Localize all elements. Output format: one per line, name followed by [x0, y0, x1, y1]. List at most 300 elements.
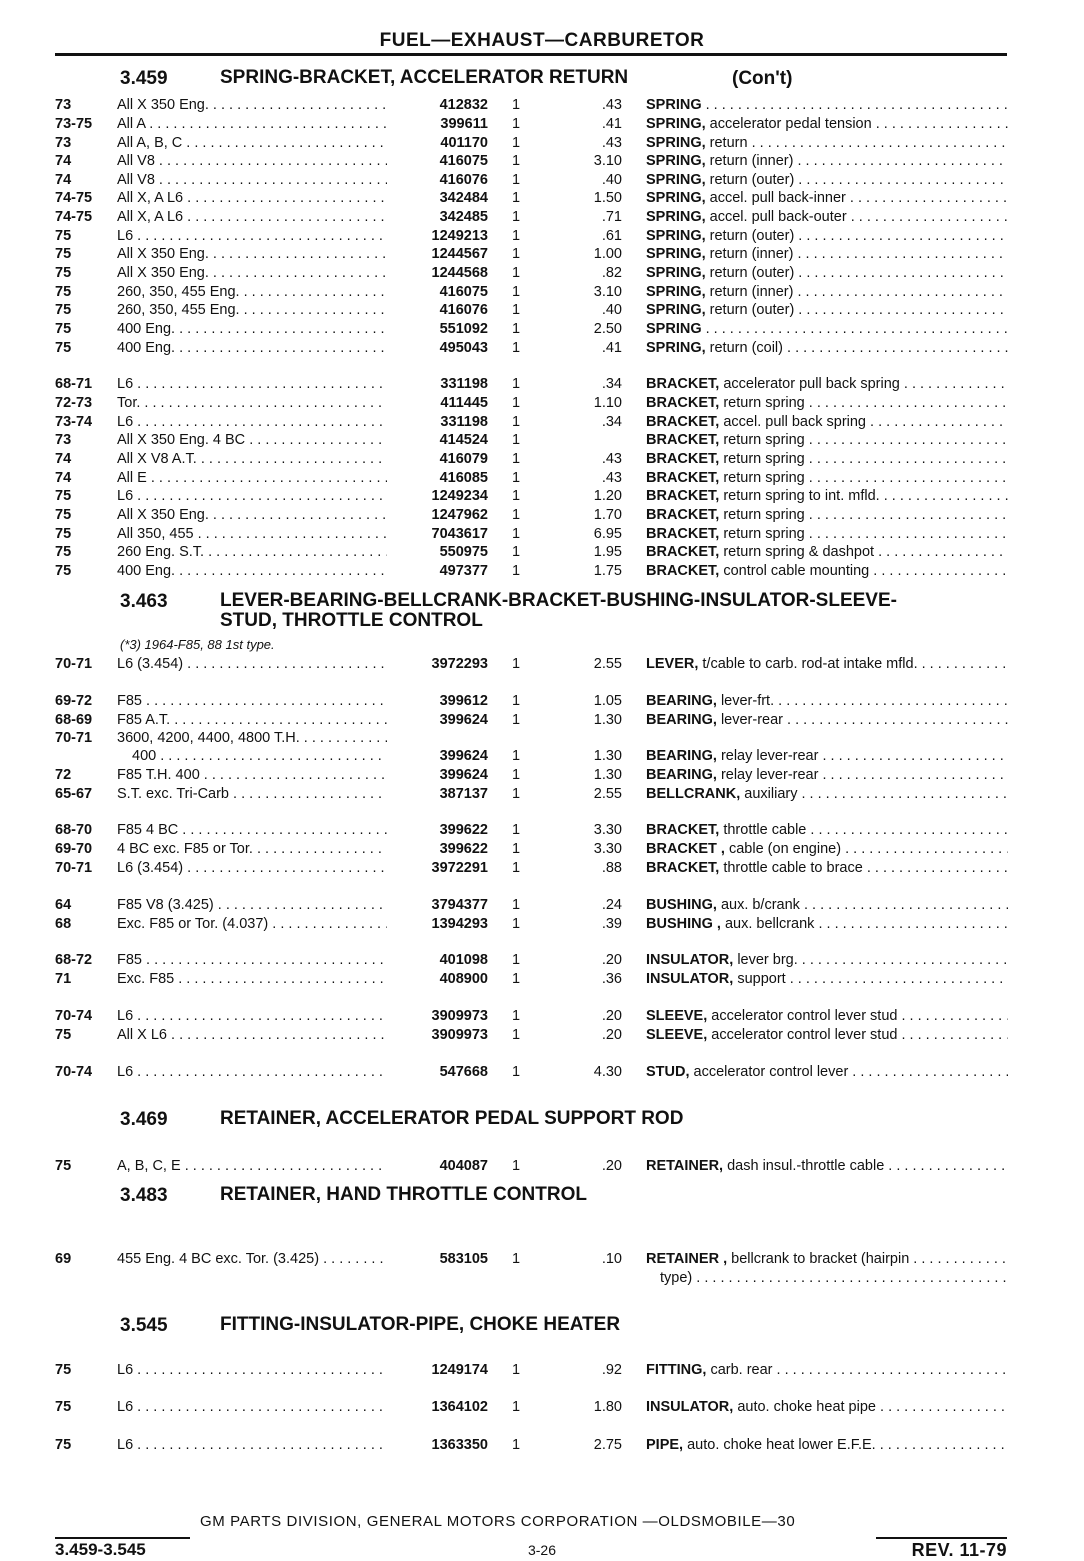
part-detail: auxiliary [744, 786, 798, 802]
part-number: 416079 [439, 451, 488, 467]
table-row [0, 152, 1084, 171]
part-number: 1364102 [431, 1399, 488, 1415]
part-name: SPRING, [646, 228, 706, 244]
model-application: F85 A.T. . . . [117, 711, 387, 730]
part-description [646, 655, 1008, 674]
model-application: 455 Eng. 4 BC exc. Tor. (3.425) . . . [117, 1250, 387, 1269]
part-detail: throttle cable [723, 822, 807, 838]
part-detail: return spring [723, 526, 805, 542]
price: .82 [601, 265, 622, 281]
price: .43 [601, 451, 622, 467]
part-number: 3909973 [431, 1027, 488, 1043]
part-name: BRACKET, [646, 470, 720, 486]
part-detail: return (outer) [709, 265, 795, 281]
part-name: BRACKET, [646, 544, 720, 560]
section-number: 3.463 [120, 591, 168, 612]
part-description [646, 394, 1008, 413]
model-application: All X 350 Eng. . . . [117, 96, 387, 115]
table-row [0, 115, 1084, 134]
part-description [646, 1398, 1008, 1417]
part-number: 497377 [439, 563, 488, 579]
model-application: L6 . . . [117, 1063, 387, 1082]
part-number: 3909973 [431, 1008, 488, 1024]
model-application: All X 350 Eng. . . . [117, 506, 387, 525]
price: .43 [601, 135, 622, 151]
quantity: 1 [512, 1008, 521, 1024]
model-application: F85 4 BC . . . [117, 821, 387, 840]
table-row [0, 840, 1084, 859]
quantity: 1 [512, 451, 521, 467]
part-name: LEVER, [646, 656, 699, 672]
model-application: L6 . . . [117, 227, 387, 246]
table-row [0, 1436, 1084, 1455]
quantity: 1 [512, 265, 521, 281]
price: .20 [601, 952, 622, 968]
part-name: BEARING, [646, 712, 717, 728]
model-year: 73-74 [55, 414, 93, 430]
part-name: SPRING, [646, 302, 706, 318]
part-detail: return (inner) [709, 246, 794, 262]
price: 2.55 [593, 786, 622, 802]
quantity: 1 [512, 284, 521, 300]
table-row [0, 655, 1084, 674]
model-application: 400 Eng. . . . [117, 320, 387, 339]
table-row [0, 487, 1084, 506]
part-detail: return spring [723, 395, 805, 411]
quantity: 1 [512, 190, 521, 206]
model-application: L6 . . . [117, 375, 387, 394]
part-description [646, 487, 1008, 506]
part-name: SPRING [646, 97, 702, 113]
model-year: 75 [55, 340, 72, 356]
table-row [0, 375, 1084, 394]
model-year: 64 [55, 897, 72, 913]
table-row [0, 1361, 1084, 1380]
part-name: BRACKET, [646, 414, 720, 430]
table-row [0, 227, 1084, 246]
model-application: L6 . . . [117, 1398, 387, 1417]
model-application: All A, B, C . . . [117, 134, 387, 153]
quantity: 1 [512, 1251, 521, 1267]
section-title: SPRING-BRACKET, ACCELERATOR RETURN [220, 67, 629, 88]
part-name: INSULATOR, [646, 971, 734, 987]
price: 1.10 [593, 395, 622, 411]
price: .20 [601, 1008, 622, 1024]
model-application: F85 T.H. 400 . . . [117, 766, 387, 785]
price: 4.30 [593, 1064, 622, 1080]
quantity: 1 [512, 1399, 521, 1415]
part-name: INSULATOR, [646, 952, 734, 968]
price: .43 [601, 470, 622, 486]
part-name: BUSHING , [646, 916, 721, 932]
part-number: 3972293 [431, 656, 488, 672]
part-number: 401098 [439, 952, 488, 968]
part-number: 399624 [439, 712, 488, 728]
table-row [0, 543, 1084, 562]
table-row [0, 896, 1084, 915]
part-detail: relay lever-rear [720, 748, 819, 764]
part-description [646, 859, 1008, 878]
model-year: 68 [55, 916, 72, 932]
part-description [646, 525, 1008, 544]
header-rule [55, 53, 1007, 56]
part-detail: return spring [723, 432, 805, 448]
price: 1.30 [593, 712, 622, 728]
part-detail: return spring & dashpot [723, 544, 875, 560]
part-number: 416076 [439, 302, 488, 318]
part-name: SLEEVE, [646, 1008, 708, 1024]
model-year: 74-75 [55, 209, 93, 225]
part-detail: auto. choke heat pipe [737, 1399, 876, 1415]
part-detail: accelerator control lever [693, 1064, 849, 1080]
table-row [0, 208, 1084, 227]
model-year: 75 [55, 1362, 72, 1378]
part-detail: aux. bellcrank [724, 916, 815, 932]
model-application: Exc. F85 . . . [117, 970, 387, 989]
part-number: 1394293 [431, 916, 488, 932]
quantity: 1 [512, 488, 521, 504]
model-application: L6 (3.454) . . . [117, 859, 387, 878]
part-description [646, 766, 1008, 785]
part-description [646, 413, 1008, 432]
part-name: SPRING, [646, 265, 706, 281]
part-detail: return (outer) [709, 302, 795, 318]
part-detail: throttle cable to brace [723, 860, 863, 876]
part-number: 331198 [440, 414, 488, 430]
part-name: BRACKET, [646, 860, 720, 876]
table-row [0, 1398, 1084, 1417]
part-name: SPRING, [646, 116, 706, 132]
model-year: 70-71 [55, 730, 93, 746]
part-detail: accel. pull back-inner [709, 190, 846, 206]
part-detail: carb. rear [710, 1362, 773, 1378]
model-year: 70-74 [55, 1064, 93, 1080]
quantity: 1 [512, 1064, 521, 1080]
quantity: 1 [512, 971, 521, 987]
table-row [0, 320, 1084, 339]
quantity: 1 [512, 209, 521, 225]
table-row [0, 1063, 1084, 1082]
model-application: All V8 . . . [117, 152, 387, 171]
part-name: SPRING, [646, 135, 706, 151]
part-description [646, 562, 1008, 581]
part-number: 1249234 [431, 488, 488, 504]
quantity: 1 [512, 116, 521, 132]
quantity: 1 [512, 1362, 521, 1378]
part-detail: auto. choke heat lower E.F.E. [687, 1437, 876, 1453]
part-name: BRACKET, [646, 526, 720, 542]
part-name: SPRING, [646, 172, 706, 188]
model-application: All V8 . . . [117, 171, 387, 190]
part-detail: bellcrank to bracket (hairpin [731, 1251, 910, 1267]
price: 2.50 [593, 321, 622, 337]
part-description [646, 951, 1008, 970]
part-description [646, 785, 1008, 804]
table-row [0, 171, 1084, 190]
part-description [646, 339, 1008, 358]
table-row [0, 431, 1084, 450]
model-application: 260 Eng. S.T. . . . [117, 543, 387, 562]
price: 2.55 [593, 656, 622, 672]
part-name: BEARING, [646, 767, 717, 783]
part-description [646, 821, 1008, 840]
part-number: 411445 [440, 395, 488, 411]
table-row [0, 525, 1084, 544]
part-name: SPRING, [646, 340, 706, 356]
part-name: RETAINER, [646, 1158, 724, 1174]
price: 3.30 [593, 822, 622, 838]
quantity: 1 [512, 693, 521, 709]
table-row [0, 859, 1084, 878]
part-number: 416075 [439, 284, 488, 300]
quantity: 1 [512, 563, 521, 579]
model-year: 70-71 [55, 656, 93, 672]
quantity: 1 [512, 395, 521, 411]
model-year: 68-72 [55, 952, 93, 968]
quantity: 1 [512, 432, 521, 448]
part-name: BUSHING, [646, 897, 717, 913]
part-name: BELLCRANK, [646, 786, 741, 802]
part-description [646, 970, 1008, 989]
quantity: 1 [512, 712, 521, 728]
quantity: 1 [512, 228, 521, 244]
price: .43 [601, 97, 622, 113]
part-name: BRACKET, [646, 376, 720, 392]
part-detail: support [737, 971, 786, 987]
model-application: All E . . . [117, 469, 387, 488]
footer-rule-left [55, 1537, 190, 1539]
price: 1.00 [593, 246, 622, 262]
price: .34 [601, 414, 622, 430]
model-application: All X L6 . . . [117, 1026, 387, 1045]
part-detail: return spring [723, 507, 805, 523]
model-year: 74 [55, 470, 72, 486]
quantity: 1 [512, 656, 521, 672]
table-row [0, 264, 1084, 283]
table-row [0, 1250, 1084, 1269]
part-number: 399612 [439, 693, 488, 709]
table-row [0, 301, 1084, 320]
table-row [0, 96, 1084, 115]
part-number: 399622 [439, 841, 488, 857]
part-number: 342485 [439, 209, 488, 225]
part-description [646, 283, 1008, 302]
part-detail: cable (on engine) [728, 841, 842, 857]
quantity: 1 [512, 153, 521, 169]
section-title: RETAINER, ACCELERATOR PEDAL SUPPORT ROD [220, 1108, 684, 1129]
part-number: 550975 [439, 544, 488, 560]
section-title: FITTING-INSULATOR-PIPE, CHOKE HEATER [220, 1314, 621, 1335]
part-description [646, 1063, 1008, 1082]
quantity: 1 [512, 916, 521, 932]
part-description [646, 227, 1008, 246]
part-description [646, 301, 1008, 320]
quantity: 1 [512, 507, 521, 523]
price: 3.30 [593, 841, 622, 857]
quantity: 1 [512, 748, 521, 764]
part-number: 547668 [439, 1064, 488, 1080]
part-name: SPRING, [646, 190, 706, 206]
model-year: 75 [55, 284, 72, 300]
model-year: 75 [55, 265, 72, 281]
part-description [646, 264, 1008, 283]
part-number: 399622 [439, 822, 488, 838]
quantity: 1 [512, 897, 521, 913]
part-number: 3794377 [431, 897, 488, 913]
model-application: All X 350 Eng. 4 BC . . . [117, 431, 387, 450]
table-row [0, 1026, 1084, 1045]
part-description [646, 320, 1008, 339]
table-row [0, 562, 1084, 581]
model-year: 70-74 [55, 1008, 93, 1024]
model-year: 68-71 [55, 376, 93, 392]
model-application: 4 BC exc. F85 or Tor. . . . [117, 840, 387, 859]
model-year: 73 [55, 432, 72, 448]
model-year: 69-70 [55, 841, 93, 857]
part-detail: lever-rear [720, 712, 783, 728]
quantity: 1 [512, 786, 521, 802]
quantity: 1 [512, 1027, 521, 1043]
part-number: 399624 [439, 748, 488, 764]
part-name: BRACKET, [646, 395, 720, 411]
model-application: 400 Eng. . . . [117, 562, 387, 581]
part-number: 331198 [440, 376, 488, 392]
price: 1.70 [593, 507, 622, 523]
table-row [0, 692, 1084, 711]
part-detail: accelerator control lever stud [711, 1027, 898, 1043]
price: .61 [601, 228, 622, 244]
table-row [0, 821, 1084, 840]
section-number: 3.483 [120, 1185, 168, 1206]
part-description [646, 1007, 1008, 1026]
quantity: 1 [512, 860, 521, 876]
part-description [646, 692, 1008, 711]
part-description [646, 152, 1008, 171]
part-detail: accel. pull back spring [723, 414, 867, 430]
quantity: 1 [512, 135, 521, 151]
quantity: 1 [512, 172, 521, 188]
part-name: BEARING, [646, 693, 717, 709]
model-year: 75 [55, 1399, 72, 1415]
footer-division: GM PARTS DIVISION, GENERAL MOTORS CORPORATION —OLDSMOBILE—30 [200, 1513, 796, 1530]
model-application: 400 . . . [132, 747, 387, 766]
table-row [0, 506, 1084, 525]
model-application: 260, 350, 455 Eng. . . . [117, 283, 387, 302]
model-application: All 350, 455 . . . [117, 525, 387, 544]
part-detail: aux. b/crank [720, 897, 800, 913]
table-row [0, 413, 1084, 432]
price: .71 [601, 209, 622, 225]
section-footnote: (*3) 1964-F85, 88 1st type. [120, 637, 275, 652]
model-year: 69 [55, 1251, 72, 1267]
price: 3.10 [593, 284, 622, 300]
part-detail: accelerator pedal tension [709, 116, 872, 132]
part-number: 399611 [440, 116, 488, 132]
model-application: All X V8 A.T. . . . [117, 450, 387, 469]
part-detail: lever brg. [737, 952, 798, 968]
part-description [646, 134, 1008, 153]
price: 1.20 [593, 488, 622, 504]
model-year: 68-69 [55, 712, 93, 728]
part-detail: return (coil) [709, 340, 783, 356]
price: 1.80 [593, 1399, 622, 1415]
section-number: 3.459 [120, 68, 168, 89]
part-number: 414524 [439, 432, 488, 448]
part-name: SPRING, [646, 153, 706, 169]
part-description [646, 375, 1008, 394]
footer-revision: REV. 11-79 [911, 1540, 1007, 1560]
quantity: 1 [512, 246, 521, 262]
model-application: F85 . . . [117, 951, 387, 970]
part-number: 1363350 [431, 1437, 488, 1453]
part-number: 1249213 [431, 228, 488, 244]
part-detail: return (inner) [709, 284, 794, 300]
part-number: 416085 [439, 470, 488, 486]
part-name: BEARING, [646, 748, 717, 764]
price: .40 [601, 172, 622, 188]
part-detail: dash insul.-throttle cable [727, 1158, 885, 1174]
part-number: 495043 [439, 340, 488, 356]
price: .36 [601, 971, 622, 987]
model-year: 68-70 [55, 822, 93, 838]
model-application: All X, A L6 . . . [117, 208, 387, 227]
part-description [646, 1436, 1008, 1455]
part-name: BRACKET, [646, 488, 720, 504]
part-name: RETAINER , [646, 1251, 728, 1267]
part-number: 551092 [439, 321, 488, 337]
table-row [0, 729, 1084, 748]
quantity: 1 [512, 302, 521, 318]
table-row [0, 394, 1084, 413]
quantity: 1 [512, 340, 521, 356]
price: .40 [601, 302, 622, 318]
model-year: 74 [55, 172, 72, 188]
model-year: 75 [55, 321, 72, 337]
quantity: 1 [512, 1158, 521, 1174]
part-number: 412832 [439, 97, 488, 113]
part-detail: return (outer) [709, 228, 795, 244]
part-name: STUD, [646, 1064, 690, 1080]
model-application: F85 . . . [117, 692, 387, 711]
model-year: 75 [55, 1437, 72, 1453]
part-name: BRACKET, [646, 451, 720, 467]
price: 1.50 [593, 190, 622, 206]
price: .92 [601, 1362, 622, 1378]
model-year: 75 [55, 507, 72, 523]
part-detail: return (inner) [709, 153, 794, 169]
price: 1.75 [593, 563, 622, 579]
model-year: 75 [55, 526, 72, 542]
model-year: 70-71 [55, 860, 93, 876]
part-name: BRACKET , [646, 841, 725, 857]
price: .20 [601, 1027, 622, 1043]
table-row [0, 711, 1084, 730]
part-description [646, 431, 1008, 450]
part-detail: return [709, 135, 748, 151]
quantity: 1 [512, 1437, 521, 1453]
table-row [0, 1157, 1084, 1176]
model-year: 73 [55, 135, 72, 151]
section-number: 3.545 [120, 1315, 168, 1336]
price: 1.05 [593, 693, 622, 709]
table-row [0, 450, 1084, 469]
model-application: L6 . . . [117, 413, 387, 432]
part-name: INSULATOR, [646, 1399, 734, 1415]
model-year: 72-73 [55, 395, 93, 411]
part-description [646, 245, 1008, 264]
part-name: SPRING, [646, 284, 706, 300]
part-number: 387137 [439, 786, 488, 802]
